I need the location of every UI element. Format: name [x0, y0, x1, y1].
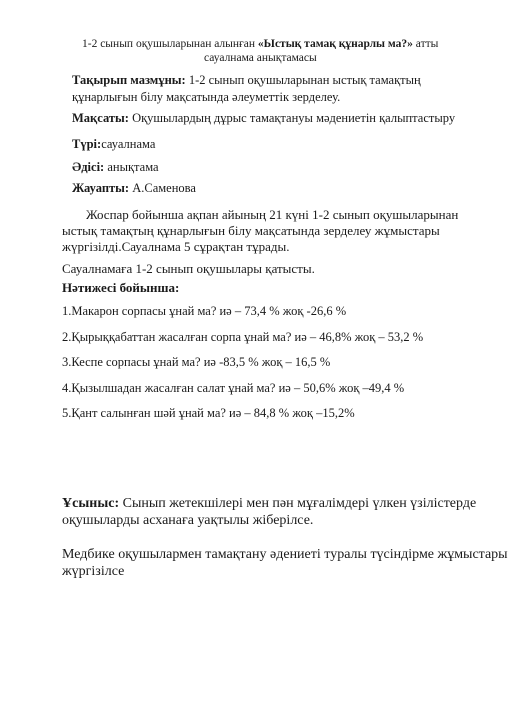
result-item: 5.Қант салынған шәй ұнай ма? иә – 84,8 % жоқ –15,2%	[62, 406, 355, 420]
result-item: 4.Қызылшадан жасалған салат ұнай ма? иә – 50,6% жоқ –49,4 %	[62, 381, 405, 395]
participants-line: Сауалнамаға 1-2 сынып оқушылары қатысты.	[62, 261, 315, 276]
proposal-text-line1: Сынып жетекшілері мен пән мұғалімдері үлкен үзілістерде	[122, 496, 477, 511]
result-item: 1.Макарон сорпасы ұнай ма? иә – 73,4 % жоқ -26,6 %	[62, 304, 347, 318]
result-item: 2.Қырыққабаттан жасалған сорпа ұнай ма? иә – 46,8% жоқ – 53,2 %	[62, 330, 424, 344]
para1-line2: ыстық тамақтың құнарлығын білу мақсатында зерделеу жұмыстары	[62, 223, 440, 238]
document-title-line2: сауалнама анықтамасы	[204, 52, 317, 64]
type-text: сауалнама	[101, 137, 156, 151]
result-item: 3.Кеспе сорпасы ұнай ма? иә -83,5 % жоқ – 16,5 %	[62, 355, 331, 369]
topic-line2: құнарлығын білу мақсатында әлеуметтік зерделеу.	[72, 90, 341, 104]
nurse-line1: Медбике оқушылармен тамақтану әдениеті туралы түсіндірме жұмыстары	[62, 547, 508, 562]
para1-text-line1: Жоспар бойынша ақпан айының 21 күні 1-2 сынып оқушыларынан	[86, 207, 459, 222]
method-label: Әдісі:	[72, 160, 105, 174]
type-line	[72, 137, 155, 152]
para1-line1	[62, 207, 458, 223]
title-quote: «Ыстық тамақ құнарлы ма?»	[257, 38, 413, 50]
method-line	[72, 160, 159, 175]
nurse-line2: жүргізілсе	[62, 564, 125, 579]
type-label: Түрі:	[72, 137, 102, 151]
proposal-line1	[62, 496, 476, 512]
document-title-line1	[82, 36, 438, 52]
topic-label: Тақырып мазмұны:	[72, 73, 186, 87]
responsible-label: Жауапты:	[72, 181, 130, 195]
title-prefix: 1-2 сынып оқушыларынан алынған	[82, 38, 256, 50]
responsible-text: А.Саменова	[132, 181, 196, 195]
proposal-line2: оқушыларды асханаға уақтылы жіберілсе.	[62, 513, 314, 528]
topic-text-line1: 1-2 сынып оқушыларынан ыстық тамақтың	[188, 73, 421, 87]
results-heading: Нәтижесі бойынша:	[62, 280, 180, 295]
goal-line	[72, 111, 455, 126]
proposal-label: Ұсыныс:	[62, 496, 120, 511]
title-suffix: атты	[415, 38, 439, 50]
para1-line3: жүргізілді.Сауалнама 5 сұрақтан тұрады.	[62, 239, 290, 254]
topic-line1	[72, 73, 421, 88]
goal-text: Оқушылардың дұрыс тамақтануы мәдениетін қалыптастыру	[132, 111, 456, 125]
responsible-line	[72, 181, 196, 196]
goal-label: Мақсаты:	[72, 111, 129, 125]
method-text: анықтама	[107, 160, 159, 174]
